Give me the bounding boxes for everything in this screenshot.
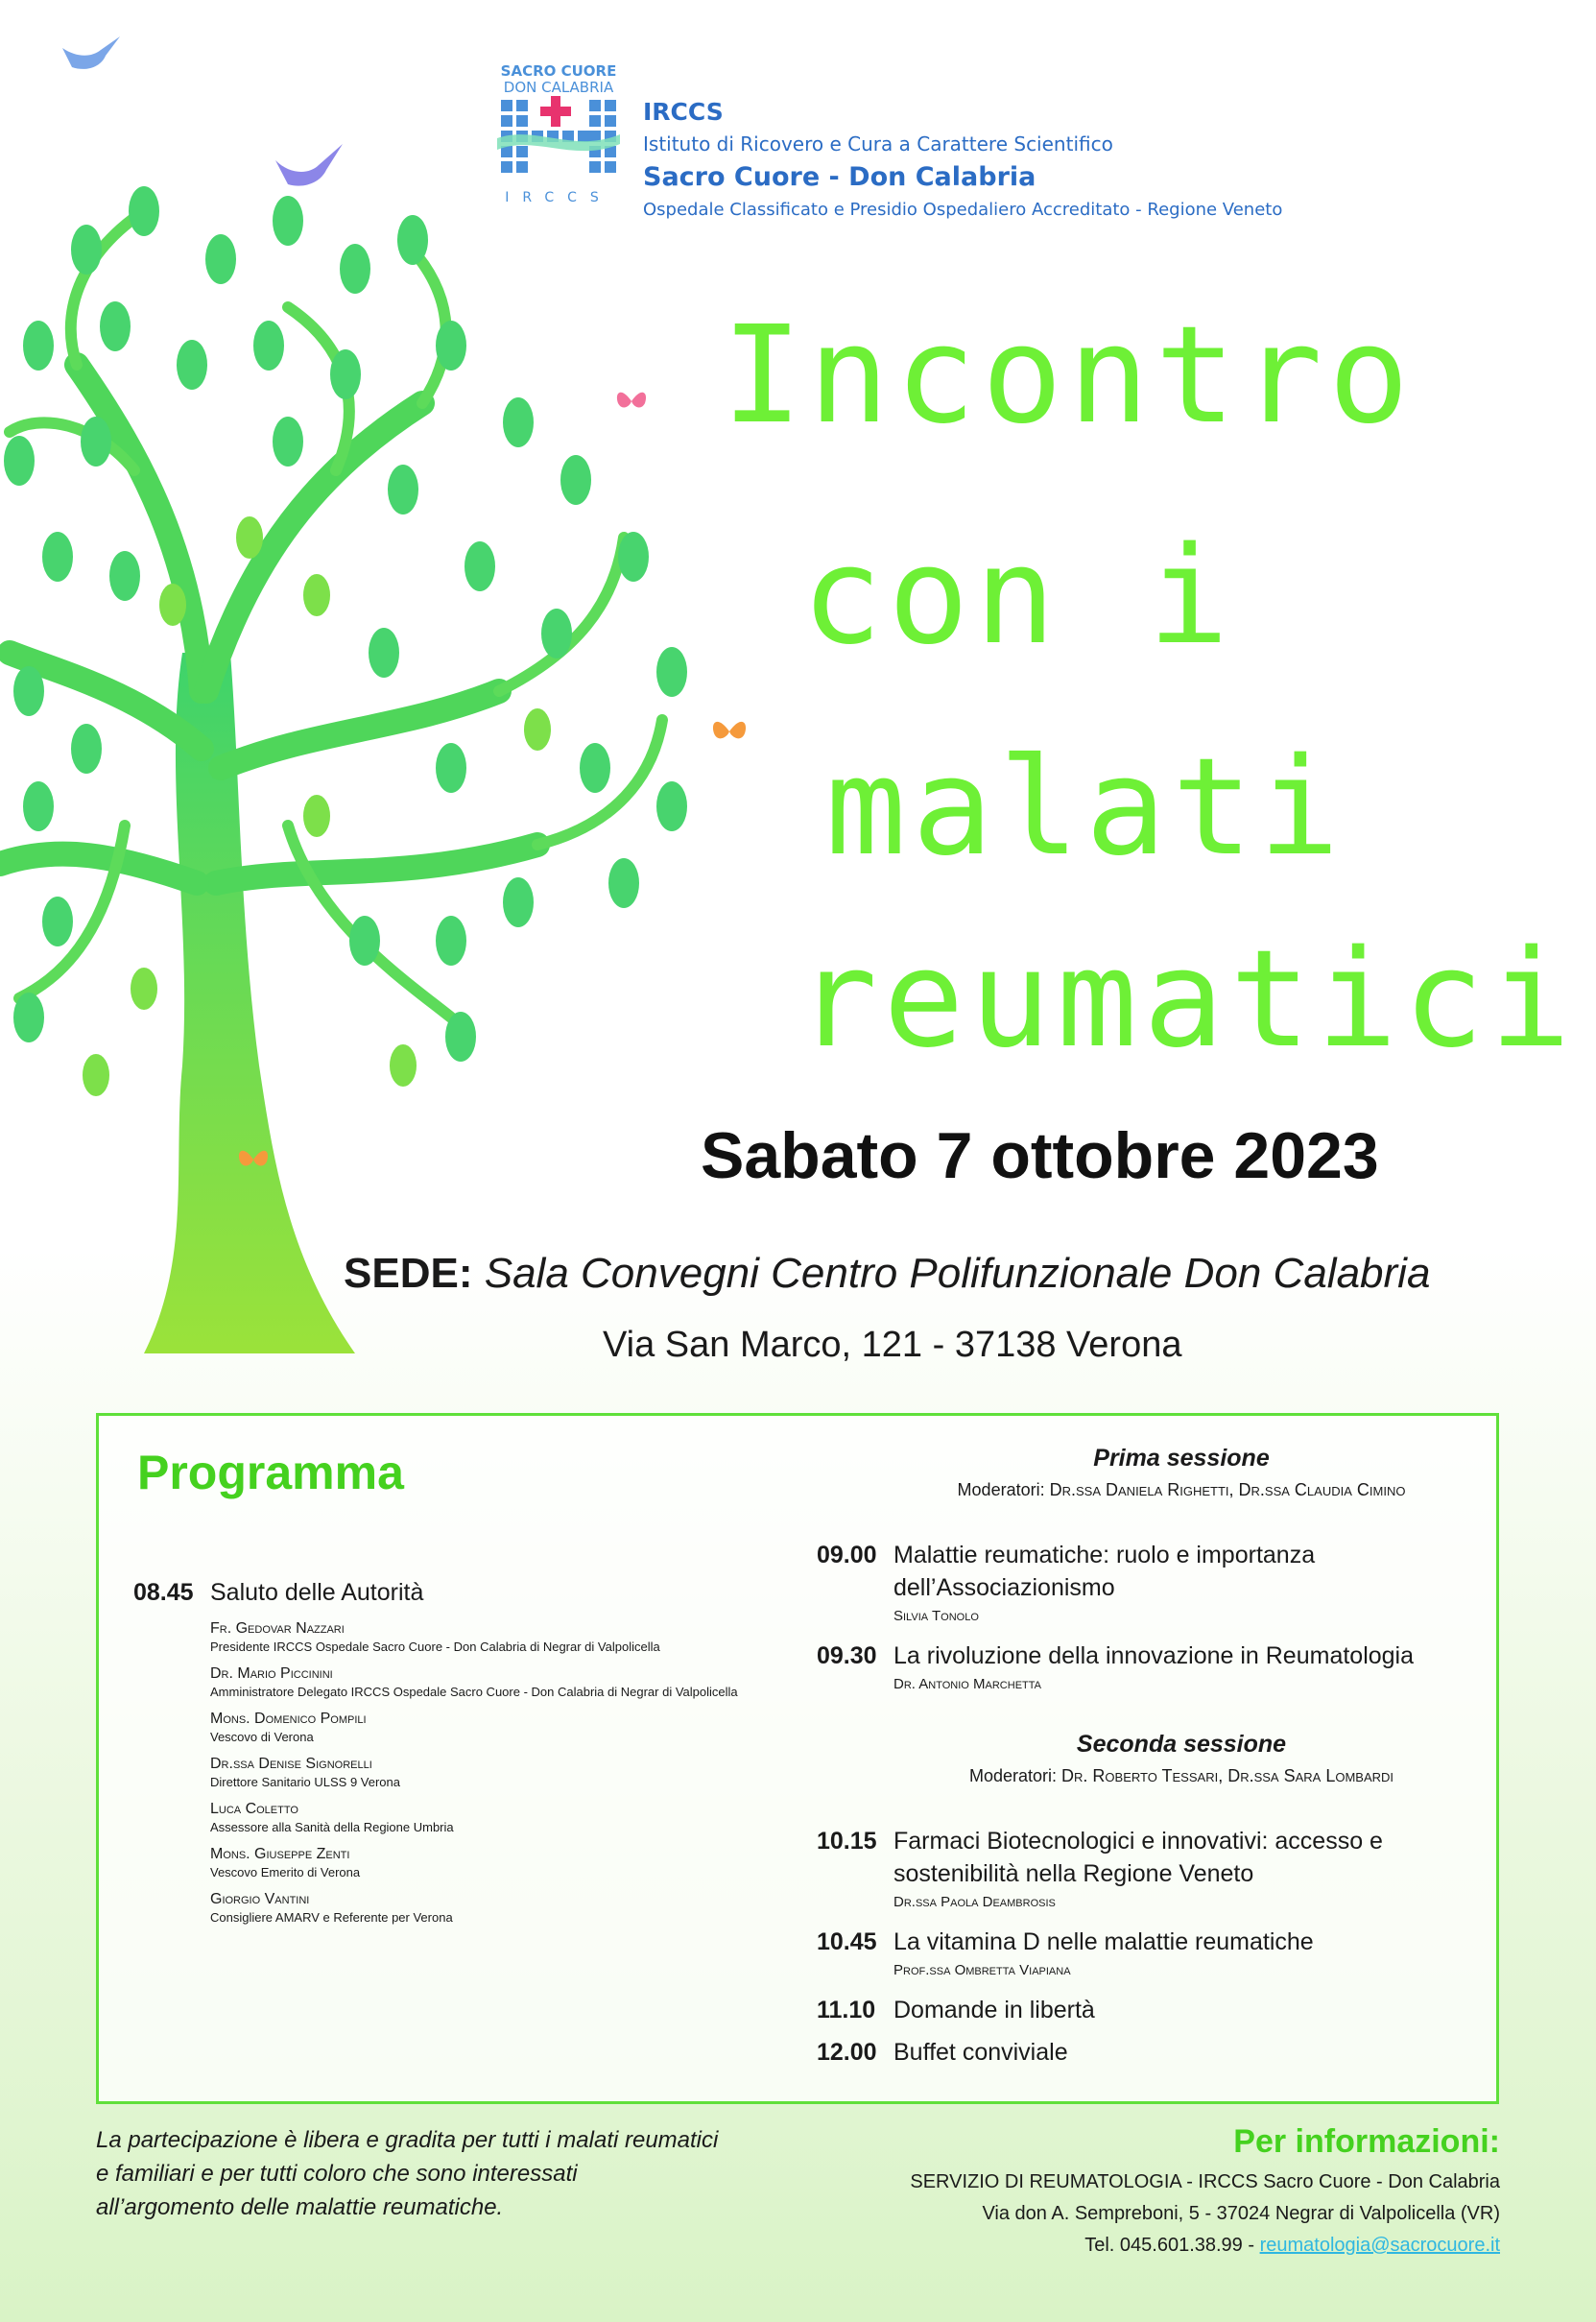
institution-info [643,96,1282,225]
item-time: 12.00 [817,2039,877,2066]
butterfly-icon [612,382,651,420]
item-speaker: Silvia Tonolo [893,1608,979,1624]
item-speaker: Dr.ssa Paola Deambrosis [893,1894,1056,1910]
speaker-role: Vescovo di Verona [210,1730,314,1744]
institution-name: Sacro Cuore - Don Calabria [643,162,1036,192]
moderators-label: Moderatori: [957,1480,1045,1499]
session-1-title: Prima sessione [1093,1445,1270,1472]
speaker-name: Dr. Mario Piccinini [210,1665,333,1682]
title-line-2: con i [801,518,1235,675]
item-time: 10.45 [817,1928,877,1955]
event-date: Sabato 7 ottobre 2023 [701,1119,1379,1192]
program-box [96,1413,1499,2104]
item-title: Farmaci Biotecnologici e innovativi: accesso e sostenibilità nella Regione Veneto [893,1828,1383,1887]
speaker [210,1891,824,1925]
speaker [210,1801,824,1834]
speaker [210,1756,824,1789]
speaker [210,1665,824,1699]
item-speaker: Prof.ssa Ombretta Viapiana [893,1962,1071,1978]
speaker-role: Amministratore Delegato IRCCS Ospedale Sacro Cuore - Don Calabria di Negrar di Valpolicella [210,1685,738,1699]
venue-name: Sala Convegni Centro Polifunzionale Don Calabria [484,1250,1431,1297]
item-time: 09.00 [817,1542,877,1568]
tree-illustration [0,154,749,1517]
institution-acronym: IRCCS [643,98,724,126]
speaker-role: Assessore alla Sanità della Regione Umbria [210,1820,454,1834]
title-line-1: Incontro [722,298,1416,454]
item-time: 10.15 [817,1828,877,1855]
logo-text-sub: DON CALABRIA [503,79,614,96]
logo-text-bottom: IRCCS [505,190,612,205]
note-line: all’argomento delle malattie reumatiche. [96,2194,504,2220]
contact-service: SERVIZIO DI REUMATOLOGIA - IRCCS Sacro Cuore - Don Calabria [910,2171,1500,2192]
speaker-name: Dr.ssa Denise Signorelli [210,1756,372,1772]
item-title: Domande in libertà [893,1997,1095,2023]
event-address: Via San Marco, 121 - 37138 Verona [603,1325,1182,1365]
item-speaker: Dr. Antonio Marchetta [893,1676,1041,1692]
program-item [817,1539,1489,1604]
contact-email-link[interactable]: reumatologia@sacrocuore.it [1259,2235,1500,2256]
participation-note [96,2123,825,2224]
note-line: e familiari e per tutti coloro che sono interessati [96,2161,578,2187]
contact-address: Via don A. Sempreboni, 5 - 37024 Negrar di Valpolicella (VR) [982,2203,1500,2224]
program-item [817,1640,1489,1672]
program-item [817,1926,1489,1958]
item-title: Buffet conviviale [893,2039,1068,2066]
institution-logo [497,63,620,223]
item-time: 09.30 [817,1642,877,1669]
item-title: Saluto delle Autorità [210,1579,424,1606]
program-heading: Programma [137,1446,404,1499]
session-2-moderators [874,1766,1489,1786]
moderators-names: Dr.ssa Daniela Righetti, Dr.ssa Claudia Cimino [1049,1480,1406,1499]
title-line-4: reumatici [797,922,1577,1078]
speaker-role: Direttore Sanitario ULSS 9 Verona [210,1775,400,1789]
logo-text-top: SACRO CUORE [500,62,617,80]
session-2-title: Seconda sessione [1076,1731,1287,1758]
event-venue [344,1250,1430,1298]
program-sessions [817,1445,1489,2069]
butterfly-icon [234,1140,273,1179]
venue-label: SEDE: [344,1250,473,1297]
bird-icon [271,136,347,194]
speaker-role: Vescovo Emerito di Verona [210,1865,361,1879]
program-item [817,1825,1489,1890]
bird-icon [58,29,125,77]
moderators-names: Dr. Roberto Tessari, Dr.ssa Sara Lombardi [1061,1766,1394,1785]
institution-status: Ospedale Classificato e Presidio Ospedaliero Accreditato - Regione Veneto [643,200,1283,220]
butterfly-icon [708,710,750,753]
speaker-name: Giorgio Vantini [210,1891,310,1907]
speaker-role: Presidente IRCCS Ospedale Sacro Cuore - Don Calabria di Negrar di Valpolicella [210,1640,660,1654]
contact-phone: Tel. 045.601.38.99 - [1084,2235,1255,2256]
speaker-name: Fr. Gedovar Nazzari [210,1620,345,1637]
contact-info [809,2123,1500,2262]
item-time: 08.45 [133,1579,194,1606]
contact-phone-row [809,2230,1500,2262]
item-title: Malattie reumatiche: ruolo e importanza dell’Associazionismo [893,1542,1316,1601]
note-line: La partecipazione è libera e gradita per tutti i malati reumatici [96,2127,719,2153]
contact-heading: Per informazioni: [1233,2123,1500,2160]
item-time: 11.10 [817,1997,876,2023]
program-opening [133,1579,824,1936]
title-line-3: malati [825,730,1346,886]
logo-grid-icon [497,96,620,182]
program-item [133,1579,824,1607]
speaker [210,1846,824,1879]
speaker-name: Luca Coletto [210,1801,298,1817]
speaker-name: Mons. Domenico Pompili [210,1711,367,1727]
session-1-moderators [874,1480,1489,1500]
program-item [817,1994,1489,2026]
speaker-role: Consigliere AMARV e Referente per Verona [210,1910,453,1925]
speaker [210,1711,824,1744]
item-title: La rivoluzione della innovazione in Reumatologia [893,1642,1415,1669]
item-title: La vitamina D nelle malattie reumatiche [893,1928,1314,1955]
institution-fullname: Istituto di Ricovero e Cura a Carattere Scientifico [643,132,1113,156]
moderators-label: Moderatori: [968,1766,1058,1785]
speaker-name: Mons. Giuseppe Zenti [210,1846,350,1862]
program-item [817,2036,1489,2069]
speaker [210,1620,824,1654]
